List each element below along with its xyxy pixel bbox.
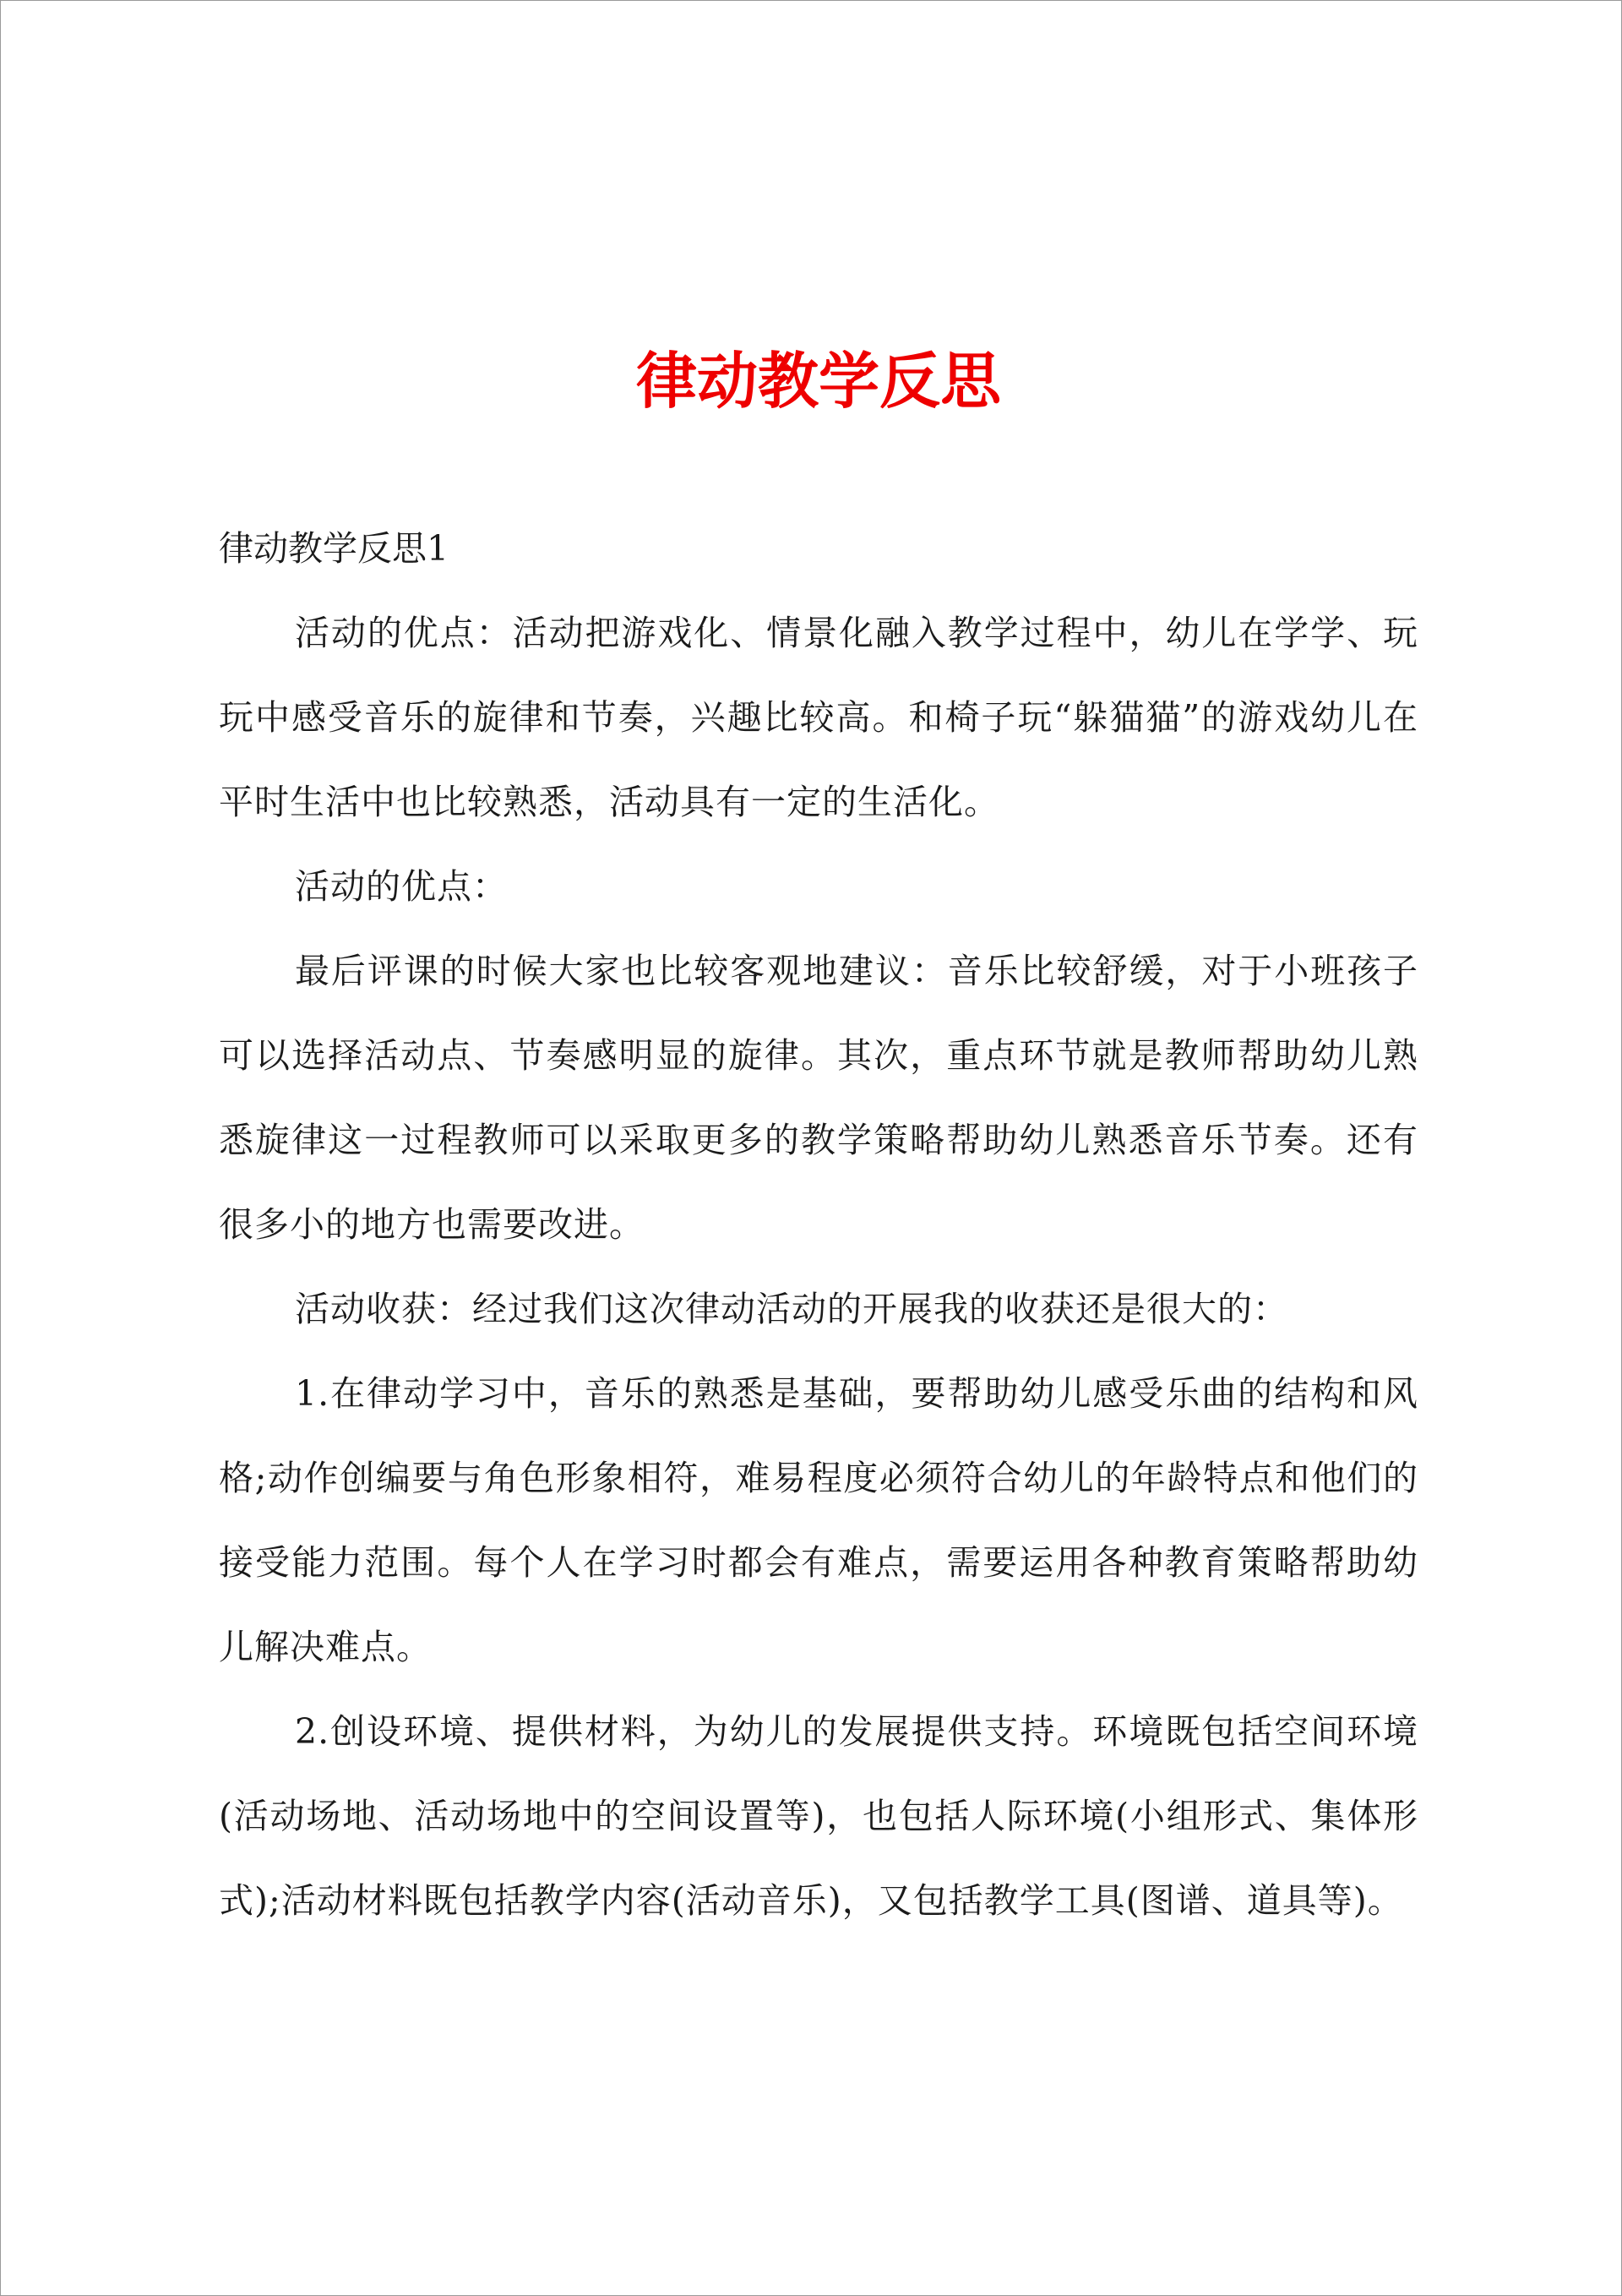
paragraph-advantages-label: 活动的优点： [295, 866, 508, 907]
paragraph-point-2: 2.创设环境、提供材料，为幼儿的发展提供支持。环境既包括空间环境(活动场地、活动场地中的空间设置等)，也包括人际环境(小组形式、集体形式);活动材料既包括教学内容(活动音乐)，又包括教学工具(图谱、道具等)。 [219, 1711, 1418, 1921]
paragraph-point-1: 1.在律动学习中，音乐的熟悉是基础，要帮助幼儿感受乐曲的结构和风格;动作创编要与角色形象相符，难易程度必须符合幼儿的年龄特点和他们的接受能力范围。每个人在学习时都会有难点，需要运用各种教育策略帮助幼儿解决难点。 [219, 1373, 1418, 1667]
paragraph-advantages: 活动的优点：活动把游戏化、情景化融入教学过程中，幼儿在学学、玩玩中感受音乐的旋律和节奏，兴趣比较高。和椅子玩“躲猫猫”的游戏幼儿在平时生活中也比较熟悉，活动具有一定的生活化。 [219, 613, 1418, 822]
document-content [219, 330, 1418, 1943]
paragraph-gains: 活动收获：经过我们这次律动活动的开展我的收获还是很大的： [295, 1289, 1288, 1329]
document-title: 律动教学反思 [635, 345, 1001, 417]
paragraph-evaluation: 最后评课的时候大家也比较客观地建议：音乐比较舒缓，对于小班孩子可以选择活动点、节奏感明显的旋律。其次，重点环节就是教师帮助幼儿熟悉旋律这一过程教师可以采取更多的教学策略帮助幼儿熟悉音乐节奏。还有很多小的地方也需要改进。 [219, 951, 1418, 1245]
section-heading: 律动教学反思1 [219, 528, 449, 569]
